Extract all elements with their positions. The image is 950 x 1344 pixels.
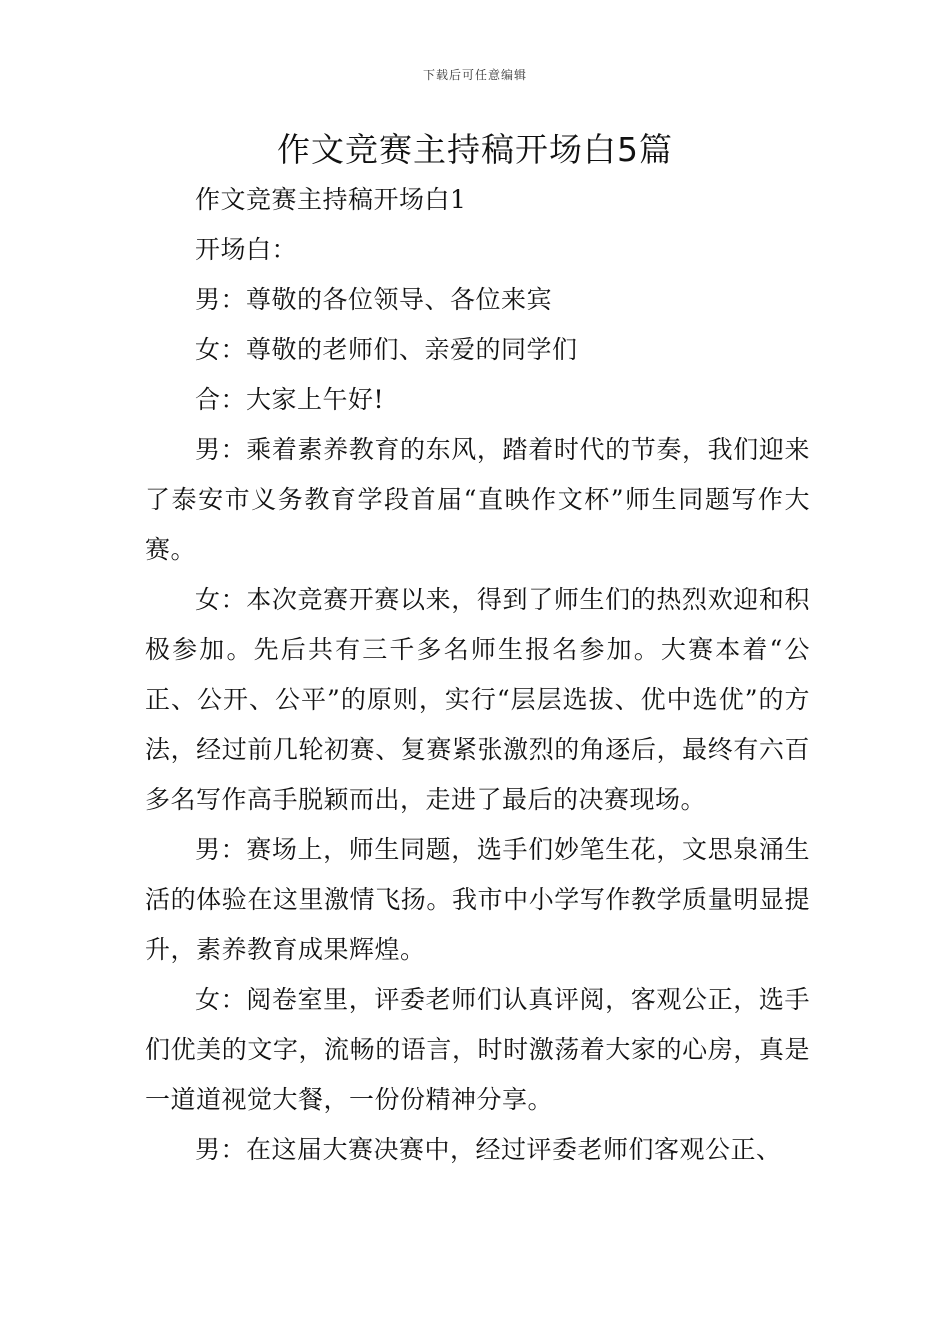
paragraph-section-heading: 作文竞赛主持稿开场白1 bbox=[195, 185, 467, 214]
paragraph-line: 女：尊敬的老师们、亲爱的同学们 bbox=[195, 335, 578, 364]
paragraph-line: 男：尊敬的各位领导、各位来宾 bbox=[195, 285, 553, 314]
document-body bbox=[145, 175, 810, 1175]
paragraph-line: 合：大家上午好! bbox=[195, 385, 385, 414]
header-note: 下载后可任意编辑 bbox=[422, 68, 527, 82]
document-title: 作文竞赛主持稿开场白5篇 bbox=[277, 130, 673, 169]
paragraph-line: 男：赛场上，师生同题，选手们妙笔生花，文思泉涌生活的体验在这里激情飞扬。我市中小学写作教学质量明显提升，素养教育成果辉煌。 bbox=[145, 835, 810, 964]
paragraph-line: 男：在这届大赛决赛中，经过评委老师们客观公正、 bbox=[195, 1135, 782, 1164]
paragraph-opening-label: 开场白： bbox=[195, 235, 298, 264]
paragraph-line: 男：乘着素养教育的东风，踏着时代的节奏，我们迎来了泰安市义务教育学段首届“直映作文杯”师生同题写作大赛。 bbox=[145, 435, 810, 564]
paragraph-line: 女：本次竞赛开赛以来，得到了师生们的热烈欢迎和积极参加。先后共有三千多名师生报名参加。大赛本着“公正、公开、公平”的原则，实行“层层选拔、优中选优”的方法，经过前几轮初赛、复赛紧张激烈的角逐后，最终有六百多名写作高手脱颖而出，走进了最后的决赛现场。 bbox=[145, 585, 810, 814]
paragraph-line: 女：阅卷室里，评委老师们认真评阅，客观公正，选手们优美的文字，流畅的语言，时时激荡着大家的心房，真是一道道视觉大餐，一份份精神分享。 bbox=[145, 985, 810, 1114]
